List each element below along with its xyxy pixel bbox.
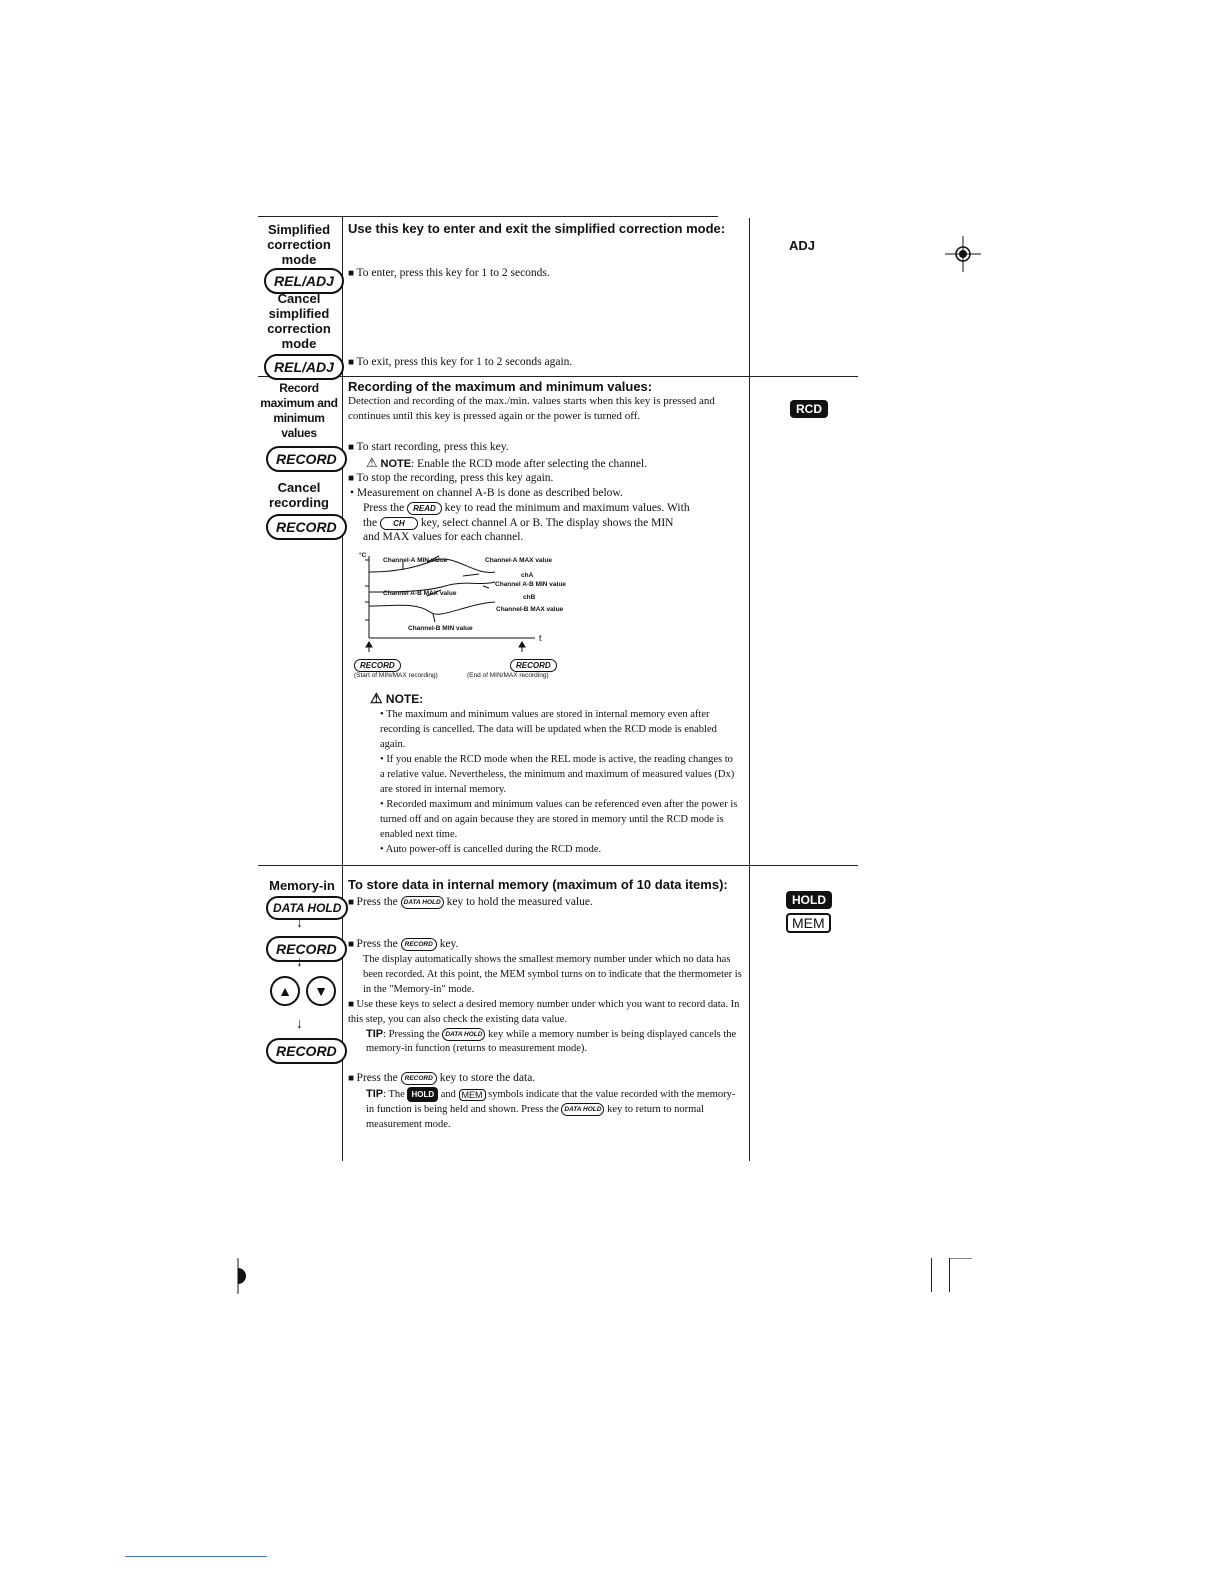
minmax-instruction: and MAX values for each channel.	[363, 531, 524, 543]
step1-instruction: ■ Press the DATA HOLD key to hold the measured value.	[348, 895, 593, 910]
down-arrow-key[interactable]: ▼	[306, 976, 336, 1006]
rcd-note: ⚠ NOTE: Enable the RCD mode after selecting the channel.	[366, 455, 648, 470]
section3-heading: To store data in internal memory (maximum of 10 data items):	[348, 877, 728, 892]
b-max-label: Channel-B MAX value	[496, 606, 564, 613]
rel-adj-key-cancel[interactable]: REL/ADJ	[264, 354, 344, 380]
note-item: • The maximum and minimum values are stored in internal memory even after recording is cancelled. The data will be updated when the RCD mode is enabled again.	[380, 709, 717, 750]
record-key-cancel[interactable]: RECORD	[266, 514, 347, 540]
arrow-3: ↓	[296, 1017, 303, 1032]
crop-mark-1	[931, 1258, 932, 1292]
warning-icon: ⚠	[366, 455, 378, 470]
mem-symbol: MEM	[786, 913, 831, 933]
row-divider-1	[258, 376, 858, 377]
a-min-label: Channel-A MIN value	[383, 557, 448, 564]
step2-instruction: ■ Press the RECORD key.	[348, 937, 458, 952]
chart-record-start-key: RECORD	[354, 659, 401, 672]
ab-max-label: Channel A-B MAX value	[383, 590, 457, 597]
step4-instruction: ■ Press the RECORD key to store the data.	[348, 1071, 535, 1086]
ab-min-label: Channel A-B MIN value	[495, 581, 566, 588]
mem-inline-symbol: MEM	[459, 1089, 486, 1101]
record-maxmin-title: Record maximum and minimum values	[260, 381, 338, 440]
note-item: • If you enable the RCD mode when the REL mode is active, the reading changes to a relative value. Nevertheless, the minimum and maximum of measured values (Dx) are stored in internal memory.	[380, 754, 735, 795]
step3-instruction: ■ Use these keys to select a desired memory number under which you want to record data. In this step, you can also check the existing data value.	[348, 997, 743, 1027]
tip2: TIP: The HOLD and MEM symbols indicate that the value recorded with the memory-in function is being held and shown. Press the DATA HOLD key to return to normal measurement mode.	[366, 1088, 736, 1131]
b-min-label: Channel-B MIN value	[408, 625, 473, 632]
rel-adj-key[interactable]: REL/ADJ	[264, 268, 344, 294]
cancel-recording-title: Cancel recording	[269, 480, 329, 510]
note-item: • Recorded maximum and minimum values can be referenced even after the power is turned off and on again because they are stored in memory until the RCD mode is enabled next time.	[380, 799, 738, 840]
step2-detail: The display automatically shows the smallest memory number under which no data has been recorded. At this point, the MEM symbol turns on to indicate that the thermometer is in the "Memory-in" mode.	[363, 954, 742, 995]
chb-label: chB	[523, 594, 536, 601]
record-inline-key: RECORD	[401, 938, 437, 951]
record-key-store[interactable]: RECORD	[266, 1038, 347, 1064]
arrow-1: ↓	[296, 916, 303, 931]
registration-mark-bottom-icon	[230, 1258, 250, 1294]
adj-symbol: ADJ	[789, 238, 816, 253]
chart-t-label: t	[539, 633, 542, 643]
record-inline-key: RECORD	[401, 1072, 437, 1085]
chart-record-end-key: RECORD	[510, 659, 557, 672]
read-key[interactable]: READ	[407, 502, 442, 515]
section1-heading: Use this key to enter and exit the simplified correction mode:	[348, 221, 726, 236]
start-caption: (Start of MIN/MAX recording)	[354, 672, 438, 679]
hold-symbol: HOLD	[786, 891, 832, 909]
cancel-simplified-correction-title: Cancel simplified correction mode	[267, 291, 331, 351]
table-top-rule	[258, 216, 718, 217]
ch-instruction: the CH key, select channel A or B. The display shows the MIN	[363, 517, 674, 529]
rcd-symbol: RCD	[790, 400, 828, 418]
simplified-correction-title: Simplified correction mode	[267, 222, 331, 267]
enter-instruction: ■ To enter, press this key for 1 to 2 seconds.	[348, 266, 550, 281]
memory-in-title: Memory-in	[269, 878, 335, 893]
data-hold-inline-key: DATA HOLD	[561, 1103, 604, 1116]
arrow-2: ↓	[296, 955, 303, 970]
tip1: TIP: Pressing the DATA HOLD key while a memory number is being displayed cancels the memory-in function (returns to measurement mode).	[366, 1028, 737, 1054]
registration-mark-icon	[945, 236, 981, 272]
exit-instruction: ■ To exit, press this key for 1 to 2 seconds again.	[348, 355, 572, 370]
ch-key[interactable]: CH	[380, 517, 418, 530]
note2-heading: ⚠ NOTE:	[370, 690, 424, 706]
up-arrow-key[interactable]: ▲	[270, 976, 300, 1006]
data-hold-inline-key: DATA HOLD	[401, 896, 444, 909]
record-key-memory[interactable]: RECORD	[266, 936, 347, 962]
right-column-divider	[749, 218, 750, 1161]
data-hold-key[interactable]: DATA HOLD	[266, 896, 348, 920]
section2-heading: Recording of the maximum and minimum values:	[348, 379, 653, 394]
data-hold-inline-key: DATA HOLD	[442, 1028, 485, 1041]
bottom-blue-rule	[125, 1556, 267, 1557]
bullet-ab: • Measurement on channel A-B is done as described below.	[350, 487, 623, 499]
a-max-label: Channel-A MAX value	[485, 557, 552, 564]
row-divider-2	[258, 865, 858, 866]
note-item: • Auto power-off is cancelled during the RCD mode.	[380, 844, 602, 855]
start-instruction: ■ To start recording, press this key.	[348, 440, 509, 455]
stop-instruction: ■ To stop the recording, press this key again.	[348, 471, 553, 486]
notes-list	[380, 707, 740, 857]
chart-unit-label: °C	[359, 552, 367, 559]
crop-mark-2	[949, 1258, 950, 1292]
crop-mark-3	[950, 1258, 972, 1259]
end-caption: (End of MIN/MAX recording)	[467, 672, 549, 679]
hold-inline-symbol: HOLD	[407, 1087, 438, 1102]
read-instruction: Press the READ key to read the minimum and maximum values. With	[363, 502, 690, 514]
minmax-diagram	[355, 550, 615, 658]
cha-label: chA	[521, 572, 534, 579]
warning-icon: ⚠	[370, 690, 383, 706]
section2-intro: Detection and recording of the max./min. values starts when this key is pressed and continues until this key is pressed again or the power is turned off.	[348, 395, 715, 422]
record-key[interactable]: RECORD	[266, 446, 347, 472]
